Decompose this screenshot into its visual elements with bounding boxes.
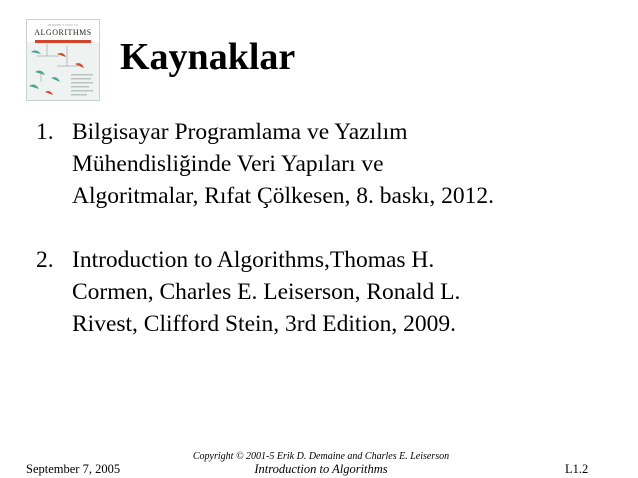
reference-number: 2. <box>36 247 54 273</box>
reference-line: Algoritmalar, Rıfat Çölkesen, 8. baskı, 2012. <box>72 183 494 209</box>
cover-mobile-art <box>27 42 99 100</box>
reference-number: 1. <box>36 119 54 145</box>
reference-line: Introduction to Algorithms,Thomas H. <box>72 247 435 273</box>
reference-line: Cormen, Charles E. Leiserson, Ronald L. <box>72 279 461 305</box>
footer-date: September 7, 2005 <box>26 462 121 476</box>
reference-list <box>36 116 631 340</box>
footer-slide-number: L1.2 <box>565 462 589 476</box>
cover-series-text: INTRODUCTION TO <box>47 23 79 27</box>
cover-title: ALGORITHMS <box>34 28 92 37</box>
reference-item <box>36 244 631 340</box>
book-cover-image <box>26 19 100 101</box>
footer-center <box>183 450 459 476</box>
footer-copyright: Copyright © 2001-5 Erik D. Demaine and Charles E. Leiserson <box>192 451 450 462</box>
footer-course-title: Introduction to Algorithms <box>254 462 388 476</box>
reference-item <box>36 116 631 212</box>
reference-line: Bilgisayar Programlama ve Yazılım <box>72 119 408 145</box>
slide-title: Kaynaklar <box>120 36 296 78</box>
reference-line: Mühendisliğinde Veri Yapıları ve <box>72 151 384 177</box>
reference-line: Rivest, Clifford Stein, 3rd Edition, 2009. <box>72 311 457 337</box>
